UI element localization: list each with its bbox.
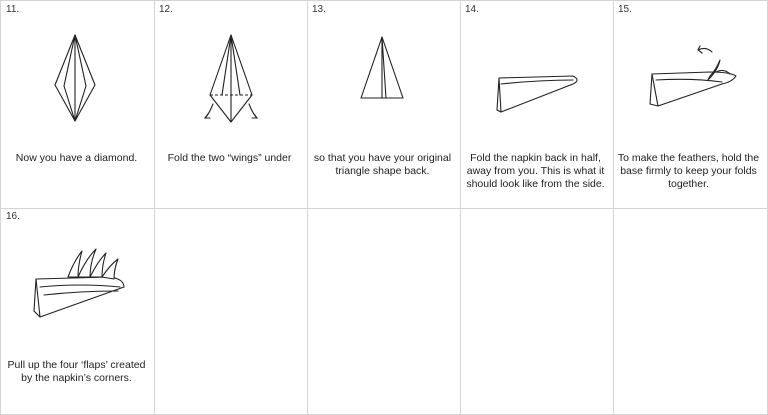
step-11-panel	[0, 0, 153, 207]
step-number: 12.	[159, 4, 173, 15]
step-number: 13.	[312, 4, 326, 15]
step-14-panel	[459, 0, 612, 207]
step-number: 16.	[6, 211, 20, 222]
step-number: 14.	[465, 4, 479, 15]
side-view-fold-icon	[459, 0, 612, 140]
step-12-panel	[153, 0, 306, 207]
triangle-icon	[306, 0, 459, 140]
step-caption: Now you have a diamond.	[15, 152, 138, 164]
step-caption: To make the feathers, hold the base firmly to keep your folds together.	[617, 152, 760, 190]
four-flaps-icon	[0, 207, 153, 357]
step-caption: so that you have your original triangle shape back.	[313, 152, 452, 177]
step-number: 15.	[618, 4, 632, 15]
step-13-panel	[306, 0, 459, 207]
step-16-panel	[0, 207, 153, 415]
step-number: 11.	[6, 4, 20, 15]
step-15-panel	[612, 0, 765, 207]
diamond-fold-icon	[0, 0, 153, 140]
wings-fold-under-icon	[153, 0, 306, 140]
step-caption: Fold the napkin back in half, away from you. This is what it should look like from the side.	[466, 152, 605, 190]
step-caption: Fold the two “wings” under	[167, 152, 292, 164]
feather-pull-icon	[612, 0, 765, 140]
step-caption: Pull up the four ‘flaps’ created by the napkin’s corners.	[7, 359, 146, 384]
